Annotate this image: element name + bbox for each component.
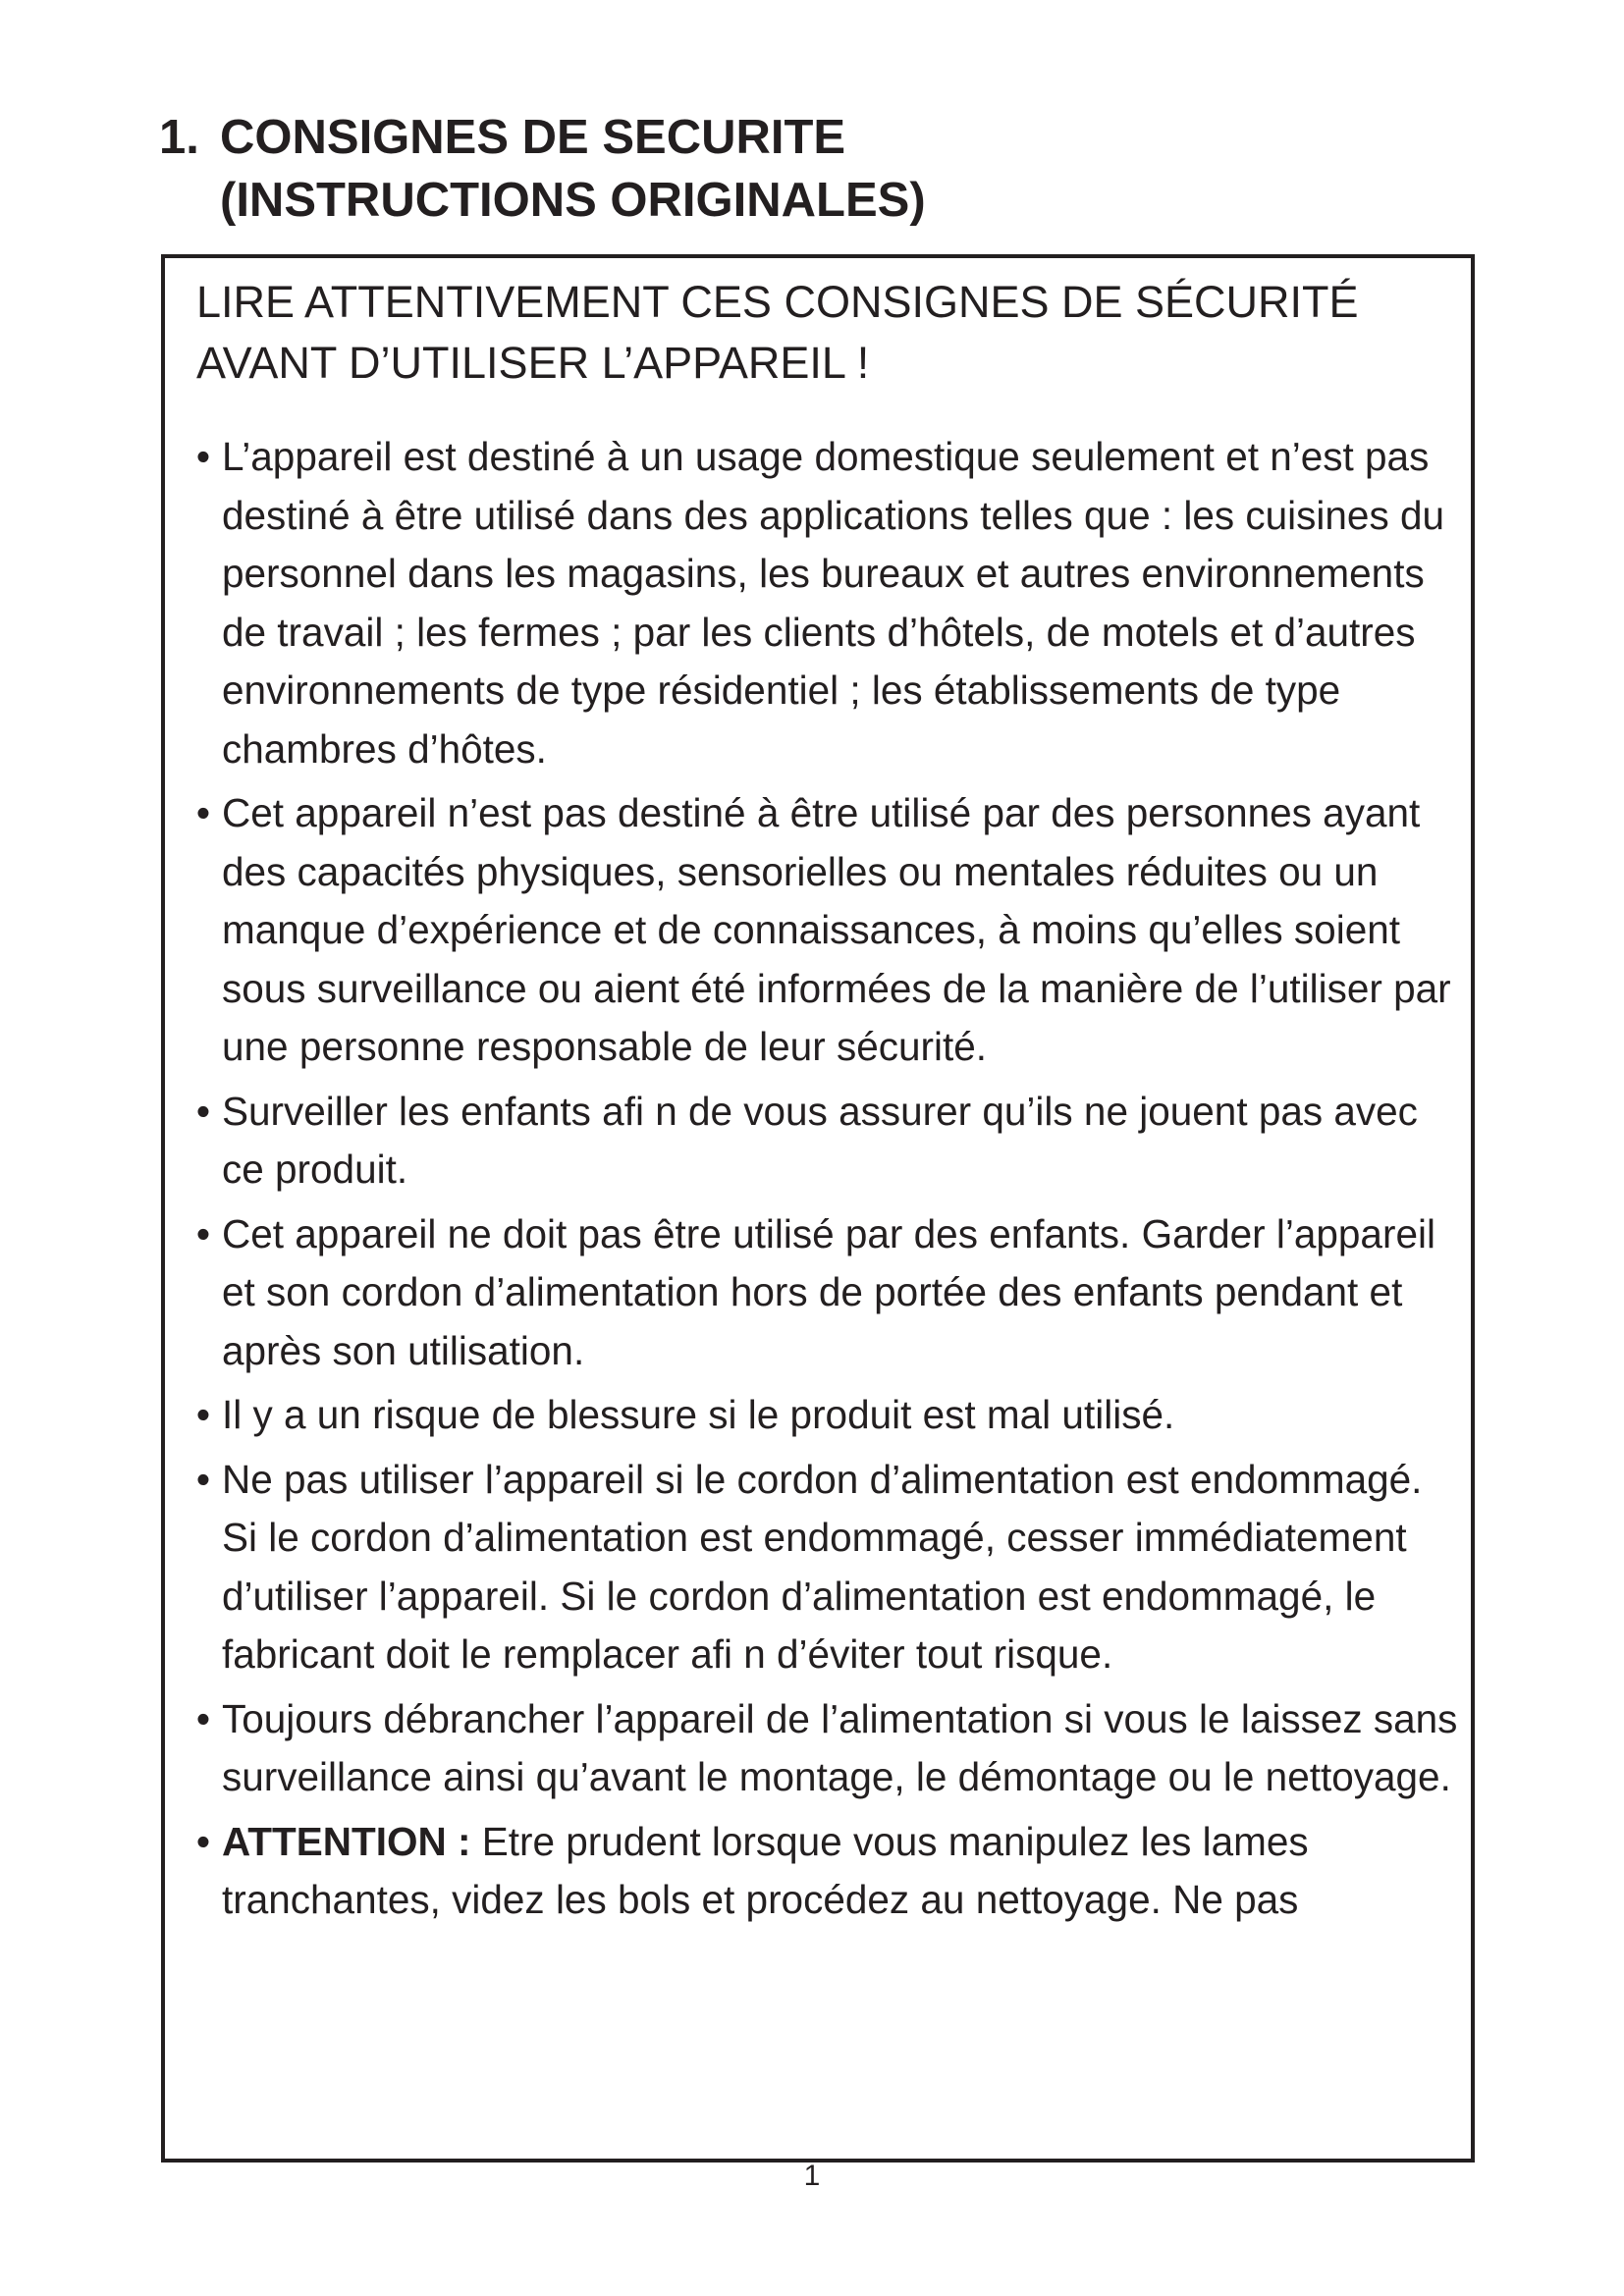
bullet: • (195, 1818, 211, 1864)
bullet: • (195, 1088, 211, 1134)
list-item (192, 428, 1459, 778)
list-item (192, 1083, 1459, 1200)
bullet: • (195, 1456, 211, 1502)
list-item-text: Ne pas utiliser l’appareil si le cordon d’alimentation est endommagé. Si le cordon d’alimentation est endommagé, cesser immédiatement d’utiliser l’appareil. Si le cordon d’alimentation est endommagé, le fabricant doit le remplacer afi n d’éviter tout risque. (222, 1456, 1423, 1677)
list-item-text: Cet appareil n’est pas destiné à être utilisé par des personnes ayant des capacités physiques, sensorielles ou mentales réduites ou un manque d’expérience et de connaissances, à moins qu’elles soient sous surveillance ou aient été informées de la manière de l’utiliser par une personne responsable de leur sécurité. (222, 790, 1451, 1069)
bullet: • (195, 1210, 211, 1256)
section-heading (159, 106, 926, 232)
list-item-text (222, 1813, 1459, 1930)
list-item-text: Il y a un risque de blessure si le produit est mal utilisé. (222, 1392, 1175, 1437)
warning-label: ATTENTION : (222, 1818, 471, 1864)
list-item-warning (192, 1813, 1459, 1930)
safety-lead (196, 272, 1434, 394)
bullet: • (195, 1695, 211, 1741)
list-item-text: Surveiller les enfants afi n de vous assurer qu’ils ne jouent pas avec ce produit. (222, 1088, 1418, 1192)
safety-lead-line1: LIRE ATTENTIVEMENT CES CONSIGNES DE SÉCURITÉ (196, 277, 1359, 327)
safety-box (161, 254, 1475, 2163)
safety-list (192, 428, 1459, 1936)
list-item (192, 1451, 1459, 1684)
list-item-text: Cet appareil ne doit pas être utilisé par des enfants. Garder l’appareil et son cordon d’alimentation hors de portée des enfants pendant et après son utilisation. (222, 1210, 1435, 1373)
safety-lead-line2: AVANT D’UTILISER L’APPAREIL ! (196, 338, 870, 388)
section-heading-line1 (159, 106, 926, 169)
list-item (192, 784, 1459, 1077)
page-number: 1 (803, 2160, 821, 2192)
bullet: • (195, 1392, 211, 1437)
section-title-line2: (INSTRUCTIONS ORIGINALES) (220, 174, 926, 227)
list-item (192, 1690, 1459, 1807)
list-item-text: Toujours débrancher l’appareil de l’alimentation si vous le laissez sans surveillance ainsi qu’avant le montage, le démontage ou le nettoyage. (222, 1695, 1458, 1799)
bullet: • (195, 790, 211, 835)
list-item (192, 1386, 1459, 1445)
section-title-line1: CONSIGNES DE SECURITE (220, 111, 846, 164)
section-number: 1. (159, 111, 199, 164)
warning-text: Etre prudent lorsque vous manipulez les lames tranchantes, videz les bols et procédez au nettoyage. Ne pas (222, 1818, 1309, 1922)
list-item-text: L’appareil est destiné à un usage domestique seulement et n’est pas destiné à être utilisé dans des applications telles que : les cuisines du personnel dans les magasins, les bureaux et autres environnements de travail ; les fermes ; par les clients d’hôtels, de motels et d’autres environnements de type résidentiel ; les établissements de type chambres d’hôtes. (222, 434, 1444, 772)
list-item (192, 1205, 1459, 1381)
bullet: • (195, 434, 211, 479)
